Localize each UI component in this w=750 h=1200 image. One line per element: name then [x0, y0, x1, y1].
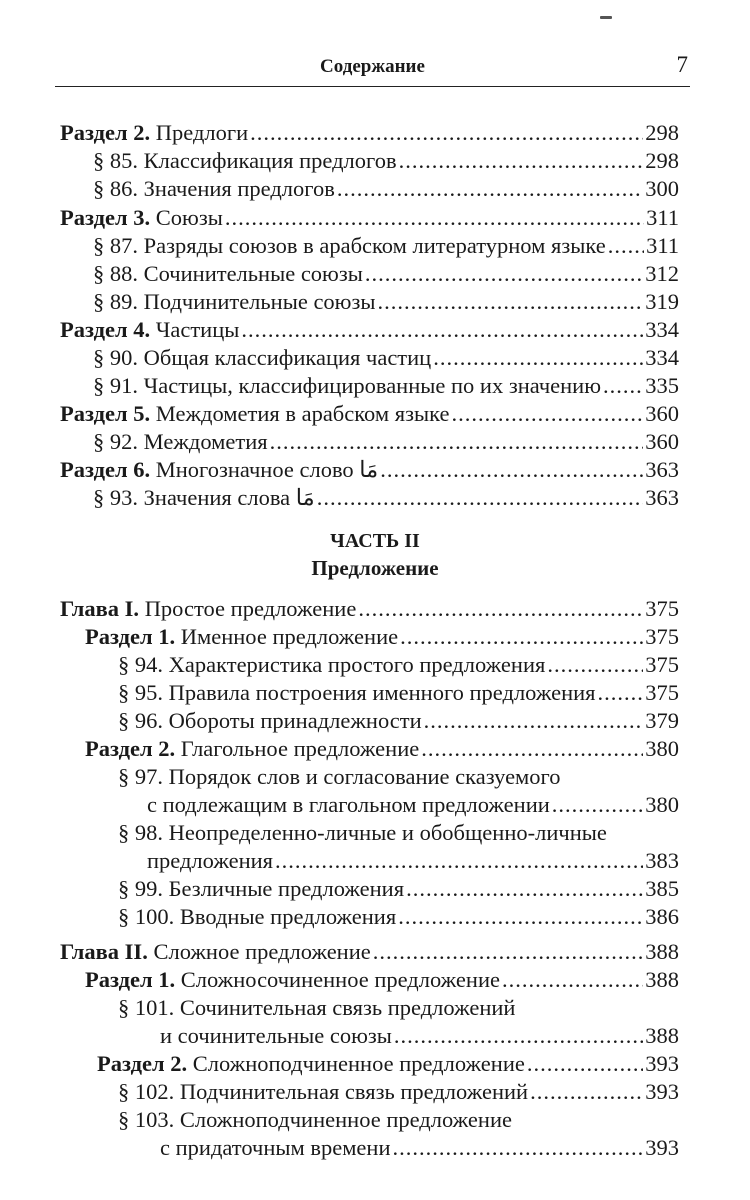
dot-leader [337, 174, 643, 203]
toc-entry-section-4-particles[interactable] [60, 315, 679, 344]
entry-page: 363 [645, 485, 679, 510]
entry-page: 335 [645, 373, 679, 398]
toc-entry-p98[interactable] [147, 846, 679, 875]
dot-leader [421, 734, 643, 763]
entry-page: 375 [645, 624, 679, 649]
entry-title: § 87. Разряды союзов в арабском литературном языке [93, 233, 606, 258]
entry-page: 375 [645, 596, 679, 621]
entry-page: 334 [645, 317, 679, 342]
part-title: ЧАСТЬ II [330, 530, 420, 552]
toc-entry-p100[interactable] [118, 902, 679, 931]
entry-title: § 86. Значения предлогов [93, 176, 335, 201]
entry-title: § 85. Классификация предлогов [93, 148, 397, 173]
entry-title: § 96. Обороты принадлежности [118, 708, 422, 733]
dot-leader [250, 118, 643, 147]
toc-entry-p103-line1[interactable]: § 103. Сложноподчиненное предложение [118, 1107, 512, 1132]
dot-leader [502, 965, 643, 994]
entry-label: Раздел 3. [60, 205, 151, 230]
dot-leader [378, 287, 644, 316]
entry-title: Глагольное предложение [180, 736, 420, 761]
dot-leader [241, 315, 643, 344]
entry-page: 386 [645, 904, 679, 929]
dot-leader [608, 231, 644, 260]
entry-page: 388 [645, 967, 679, 992]
dot-leader [433, 343, 643, 372]
toc-entry-p97-line1[interactable]: § 97. Порядок слов и согласование сказуемого [118, 764, 561, 789]
toc-entry-p103[interactable] [160, 1133, 679, 1162]
toc-entry-chapter-1[interactable] [60, 594, 679, 623]
dot-leader [552, 790, 643, 819]
dot-leader [225, 203, 644, 232]
entry-page: 334 [645, 345, 679, 370]
entry-page: 379 [645, 708, 679, 733]
toc-entry-section-3-conjunctions[interactable] [60, 203, 679, 232]
entry-title: Союзы [155, 205, 223, 230]
arabic-word: مَا [295, 485, 315, 510]
dot-leader [373, 937, 643, 966]
entry-label: Глава II. [60, 939, 148, 964]
dot-leader [365, 259, 643, 288]
entry-page: 388 [645, 1023, 679, 1048]
toc-entry-p86[interactable] [93, 174, 679, 203]
toc-entry-p92[interactable] [93, 427, 679, 456]
toc-entry-p97[interactable] [147, 790, 679, 819]
toc-entry-p91[interactable] [93, 371, 679, 400]
toc-entry-p96[interactable] [118, 706, 679, 735]
arabic-word: مَا [359, 457, 379, 482]
toc-entry-p89[interactable] [93, 287, 679, 316]
dot-leader [399, 146, 644, 175]
toc-entry-p99[interactable] [118, 874, 679, 903]
header-page-number: 7 [676, 52, 688, 77]
toc-entry-p88[interactable] [93, 259, 679, 288]
entry-title: с подлежащим в глагольном предложении [147, 792, 550, 817]
entry-page: 385 [645, 876, 679, 901]
entry-label: Раздел 1. [85, 967, 176, 992]
toc-entry-ch2-section-2[interactable] [97, 1049, 679, 1078]
dot-leader [398, 902, 643, 931]
entry-page: 312 [645, 261, 679, 286]
entry-page: 388 [645, 939, 679, 964]
entry-title: с придаточным времени [160, 1135, 391, 1160]
entry-title: § 94. Характеристика простого предложения [118, 652, 546, 677]
entry-label: Раздел 4. [60, 317, 151, 342]
dot-leader [380, 455, 643, 484]
dot-leader [530, 1077, 643, 1106]
toc-entry-p93[interactable] [93, 483, 679, 512]
dot-leader [275, 846, 643, 875]
toc-entry-p101-line1[interactable]: § 101. Сочинительная связь предложений [118, 995, 516, 1020]
dot-leader [547, 650, 643, 679]
dot-leader [394, 1021, 643, 1050]
entry-title: § 91. Частицы, классифицированные по их значению [93, 373, 602, 398]
toc-entry-ch1-section-2[interactable] [85, 734, 679, 763]
toc-entry-ch1-section-1[interactable] [85, 622, 679, 651]
entry-title: и сочинительные союзы [160, 1023, 392, 1048]
entry-title: § 88. Сочинительные союзы [93, 261, 363, 286]
page-header [55, 52, 690, 87]
entry-page: 363 [645, 457, 679, 482]
entry-title: § 99. Безличные предложения [118, 876, 405, 901]
entry-label: Раздел 2. [97, 1051, 188, 1076]
entry-title: § 100. Вводные предложения [118, 904, 397, 929]
toc-entry-ch2-section-1[interactable] [85, 965, 679, 994]
entry-label: Раздел 6. [60, 457, 151, 482]
toc-entry-p85[interactable] [93, 146, 679, 175]
dot-leader [527, 1049, 643, 1078]
entry-title: Именное предложение [180, 624, 399, 649]
dot-leader [424, 706, 644, 735]
toc-entry-p95[interactable] [118, 678, 679, 707]
entry-page: 311 [646, 233, 679, 258]
entry-page: 360 [645, 401, 679, 426]
entry-label: Глава I. [60, 596, 140, 621]
entry-label: Раздел 2. [60, 120, 151, 145]
entry-page: 375 [645, 680, 679, 705]
entry-page: 383 [645, 848, 679, 873]
dot-leader [603, 371, 643, 400]
entry-title: Предлоги [155, 120, 249, 145]
toc-entry-p94[interactable] [118, 650, 679, 679]
entry-page: 380 [645, 736, 679, 761]
entry-page: 319 [645, 289, 679, 314]
toc-entry-p101[interactable] [160, 1021, 679, 1050]
entry-title: Сложносочиненное предложение [180, 967, 500, 992]
dot-leader [358, 594, 643, 623]
entry-title: Многозначное слово [155, 457, 354, 482]
entry-page: 375 [645, 652, 679, 677]
toc-entry-section-5-interjections[interactable] [60, 399, 679, 428]
entry-label: Раздел 5. [60, 401, 151, 426]
toc-entry-p102[interactable] [118, 1077, 679, 1106]
part-subtitle: Предложение [311, 556, 439, 580]
dot-leader [598, 678, 644, 707]
toc-entry-section-2-prepositions[interactable] [60, 118, 679, 147]
entry-page: 298 [645, 148, 679, 173]
toc-entry-p90[interactable] [93, 343, 679, 372]
entry-title: Сложноподчиненное предложение [192, 1051, 525, 1076]
dot-leader [451, 399, 643, 428]
dot-leader [406, 874, 643, 903]
toc-entry-chapter-2[interactable] [60, 937, 679, 966]
dot-leader [270, 427, 644, 456]
entry-title: Простое предложение [144, 596, 357, 621]
entry-title: § 90. Общая классификация частиц [93, 345, 432, 370]
entry-page: 311 [646, 205, 679, 230]
entry-page: 393 [645, 1051, 679, 1076]
print-mark [600, 16, 612, 19]
entry-label: Раздел 2. [85, 736, 176, 761]
entry-title: § 95. Правила построения именного предложения [118, 680, 596, 705]
entry-page: 393 [645, 1135, 679, 1160]
header-title: Содержание [320, 56, 425, 77]
dot-leader [393, 1133, 644, 1162]
entry-title: § 102. Подчинительная связь предложений [118, 1079, 529, 1104]
toc-entry-p87[interactable] [93, 231, 679, 260]
entry-title: § 93. Значения слова [93, 485, 291, 510]
entry-page: 298 [645, 120, 679, 145]
dot-leader [317, 483, 644, 512]
entry-title: § 92. Междометия [93, 429, 268, 454]
entry-title: § 89. Подчинительные союзы [93, 289, 376, 314]
entry-title: Междометия в арабском языке [155, 401, 450, 426]
entry-page: 300 [645, 176, 679, 201]
entry-page: 393 [645, 1079, 679, 1104]
toc-entry-p98-line1[interactable]: § 98. Неопределенно-личные и обобщенно-личные [118, 820, 607, 845]
entry-title: предложения [147, 848, 274, 873]
entry-label: Раздел 1. [85, 624, 176, 649]
entry-page: 380 [645, 792, 679, 817]
dot-leader [400, 622, 643, 651]
entry-title: Частицы [155, 317, 240, 342]
entry-page: 360 [645, 429, 679, 454]
toc-entry-section-6-polysemy[interactable] [60, 455, 679, 484]
entry-title: Сложное предложение [153, 939, 371, 964]
